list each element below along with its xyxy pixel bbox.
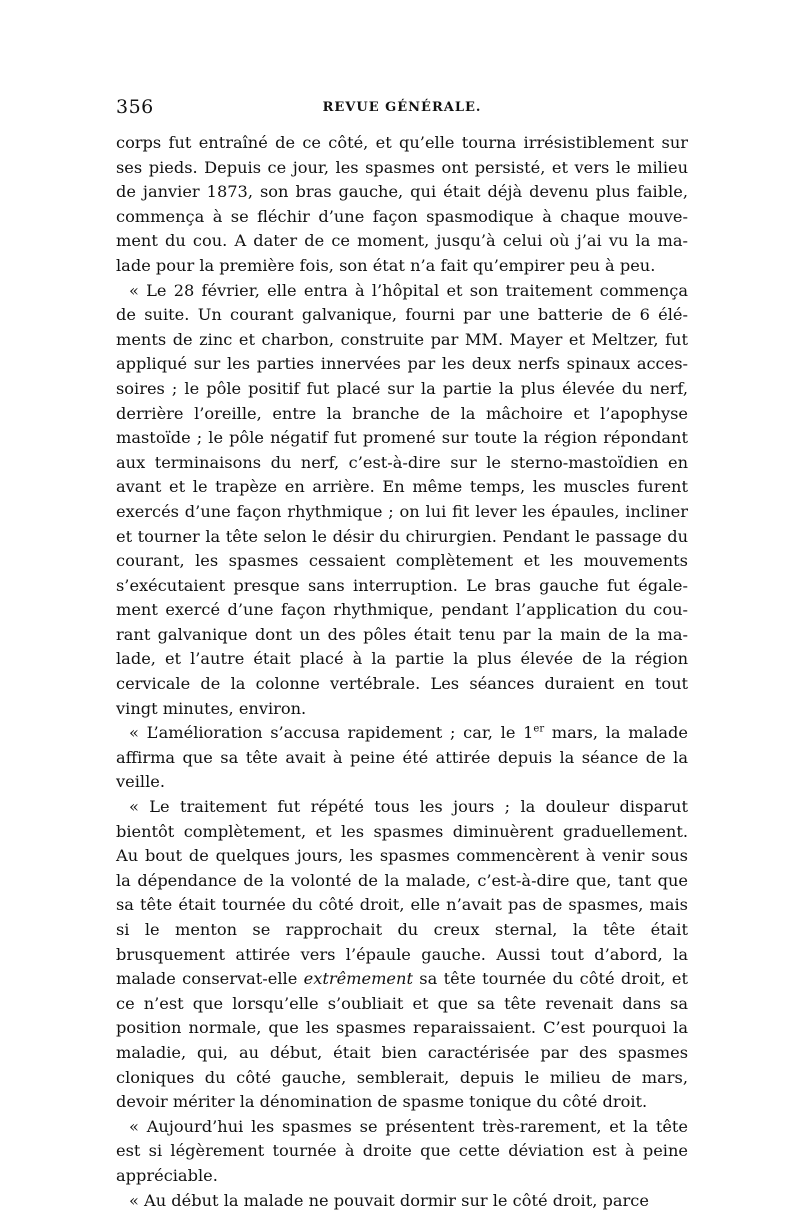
paragraph-1: corps fut entraîné de ce côté, et qu’elle tourna irrésistiblement sur ses pieds. Depuis ce jour, les spasmes ont persisté, et vers le milieu de janvier 1873, son bras gauche, qui était déjà devenu plus faible, commença à se fléchir d’une façon spasmodique à chaque mouvement du cou. A dater de ce moment, jusqu’à celui où j’ai vu la malade pour la première fois, son état n’a fait qu’empirer peu à peu. xyxy=(116,133,688,275)
paragraph-4-text-start: « Le traitement fut répété tous les jours ; la douleur disparut bientôt complètement, et les spasmes diminuèrent graduellement. Au bout de quelques jours, les spasmes commencèrent à venir sous la dépendance de la volonté de la malade, c’est-à-dire que, tant que sa tête était tournée du côté droit, elle n’avait pas de spasmes, mais si le menton se rapprochait du creux sternal, la tête était brusquement attirée vers l’épaule gauche. Aussi tout d’abord, la malade conservat-elle xyxy=(116,797,688,989)
paragraph-6: « Au début la malade ne pouvait dormir sur le côté droit, parce xyxy=(129,1190,649,1210)
paragraph-5: « Aujourd’hui les spasmes se présentent très-rarement, et la tête est si légèrement tournée à droite que cette déviation est à peine appréciable. xyxy=(116,1116,688,1185)
paragraph-3 xyxy=(116,721,688,795)
italic-word: extrêmement xyxy=(303,969,413,989)
running-head: REVUE GÉNÉRALE. xyxy=(322,100,482,115)
paragraph-4 xyxy=(116,795,688,1115)
paragraph-4-text-end: sa tête tournée du côté droit, et ce n’est que lorsqu’elle s’oubliait et que sa tête revenait dans sa position normale, que les spasmes reparaissaient. C’est pourquoi la maladie, qui, au début, était bien caractérisée par des spasmes cloniques du côté gauche, semblerait, depuis le milieu de mars, devoir mériter la dénomination de spasme tonique du côté droit. xyxy=(116,969,688,1112)
paragraph-3-text-start: « L’amélioration s’accusa rapidement ; car, le 1 xyxy=(129,723,534,743)
paragraph-3-text-end: mars, la malade affirma que sa tête avait à peine été attirée depuis la séance de la veille. xyxy=(116,723,688,792)
body-text xyxy=(116,131,688,1213)
page-number: 356 xyxy=(116,96,154,118)
paragraph-2: « Le 28 février, elle entra à l’hôpital et son traitement commença de suite. Un courant galvanique, fourni par une batterie de 6 éléments de zinc et charbon, construite par MM. Mayer et Meltzer, fut appliqué sur les parties innervées par les deux nerfs spinaux accessoires ; le pôle positif fut placé sur la partie la plus élevée du nerf, derrière l’oreille, entre la branche de la mâchoire et l’apophyse mastoïde ; le pôle négatif fut promené sur toute la région répondant aux terminaisons du nerf, c’est-à-dire sur le sterno-mastoïdien en avant et le trapèze en arrière. En même temps, les muscles furent exercés d’une façon rhythmique ; on lui fit lever les épaules, incliner et tourner la tête selon le désir du chirurgien. Pendant le passage du courant, les spasmes cessaient complètement et les mouvements s’exécutaient presque sans interruption. Le bras gauche fut également exercé d’une façon rhythmique, pendant l’application du courant galvanique dont un des pôles était tenu par la main de la malade, et l’autre était placé à la partie la plus élevée de la région cervicale de la colonne vertébrale. Les séances duraient en tout vingt minutes, environ. xyxy=(116,280,688,718)
ordinal-superscript: er xyxy=(533,723,545,735)
page-header xyxy=(116,96,688,122)
